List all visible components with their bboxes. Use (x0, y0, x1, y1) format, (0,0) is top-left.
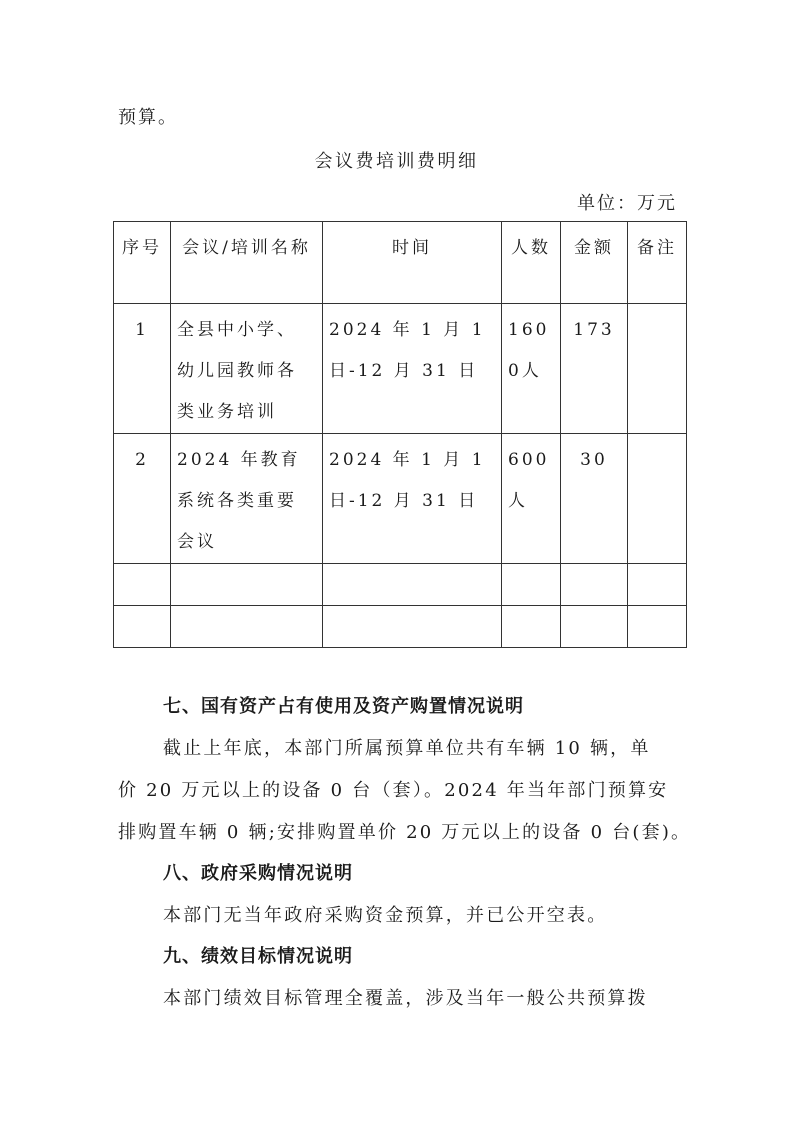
cell-amount: 30 (561, 434, 628, 564)
cell-name (171, 606, 323, 648)
cell-note (628, 606, 687, 648)
section-heading-assets: 七、国有资产占有使用及资产购置情况说明 (163, 696, 524, 717)
header-time: 时间 (323, 222, 502, 304)
cell-amount: 173 (561, 304, 628, 434)
cell-name: 2024 年教育系统各类重要会议 (171, 434, 323, 564)
cell-people (502, 606, 561, 648)
section-assets-line: 价 20 万元以上的设备 0 台（套）。2024 年当年部门预算安 (118, 780, 669, 801)
cell-amount (561, 564, 628, 606)
unit-label: 单位：万元 (577, 193, 677, 214)
cell-note (628, 564, 687, 606)
cell-no (114, 606, 171, 648)
cell-time (323, 564, 502, 606)
header-note: 备注 (628, 222, 687, 304)
table-row-empty (114, 564, 687, 606)
section-heading-performance: 九、绩效目标情况说明 (163, 946, 353, 967)
continuation-text: 预算。 (118, 107, 178, 128)
cell-name: 全县中小学、幼儿园教师各类业务培训 (171, 304, 323, 434)
cell-people: 600人 (502, 434, 561, 564)
header-no: 序号 (114, 222, 171, 304)
table-header-row (114, 222, 687, 304)
cell-note (628, 304, 687, 434)
cell-time: 2024 年 1 月 1 日-12 月 31 日 (323, 434, 502, 564)
section-heading-procurement: 八、政府采购情况说明 (163, 863, 353, 884)
cell-time: 2024 年 1 月 1 日-12 月 31 日 (323, 304, 502, 434)
table-row (114, 304, 687, 434)
header-amount: 金额 (561, 222, 628, 304)
header-name: 会议/培训名称 (171, 222, 323, 304)
header-people: 人数 (502, 222, 561, 304)
section-procurement-line: 本部门无当年政府采购资金预算，并已公开空表。 (163, 905, 608, 926)
cell-name (171, 564, 323, 606)
table-title: 会议费培训费明细 (314, 151, 479, 172)
section-assets-line: 排购置车辆 0 辆;安排购置单价 20 万元以上的设备 0 台(套)。 (118, 822, 692, 843)
cell-people (502, 564, 561, 606)
cell-amount (561, 606, 628, 648)
table-row (114, 434, 687, 564)
section-assets-line: 截止上年底，本部门所属预算单位共有车辆 10 辆，单 (163, 738, 651, 759)
cell-people: 1600人 (502, 304, 561, 434)
cell-time (323, 606, 502, 648)
cell-no: 1 (114, 304, 171, 434)
cell-no: 2 (114, 434, 171, 564)
meeting-training-fee-table (113, 221, 687, 648)
table-row-empty (114, 606, 687, 648)
cell-note (628, 434, 687, 564)
cell-no (114, 564, 171, 606)
section-performance-line: 本部门绩效目标管理全覆盖，涉及当年一般公共预算拨 (163, 988, 648, 1009)
